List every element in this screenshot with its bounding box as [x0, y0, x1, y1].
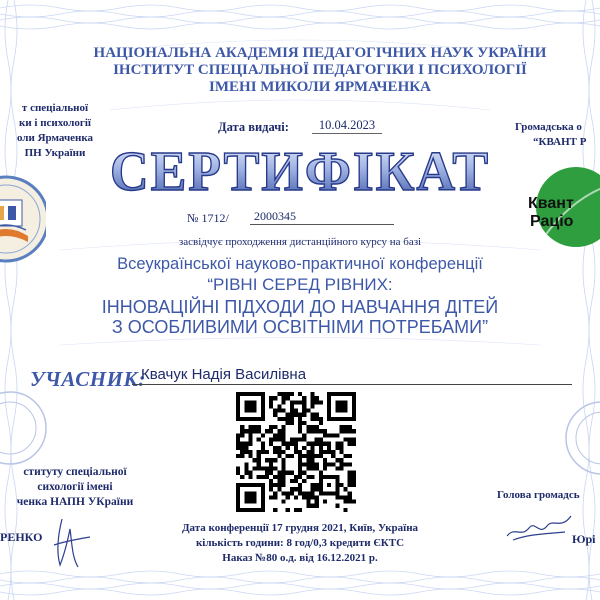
participant-label: УЧАСНИК:	[30, 367, 146, 391]
left-handwritten-signature	[48, 515, 94, 573]
certificate-number-value: 2000345	[250, 209, 394, 225]
right-organization-name	[515, 120, 600, 150]
right-signatory-position: Голова громадсь	[497, 489, 580, 501]
qr-code[interactable]	[236, 392, 356, 512]
left-org-line: ки і психології	[18, 117, 91, 129]
right-org-line-2: “КВАНТ Р	[533, 136, 587, 148]
testify-text: засвідчує проходження дистанційного курсу на базі	[178, 236, 422, 248]
right-handwritten-signature	[505, 508, 575, 544]
participant-underline	[132, 384, 572, 385]
institution-line-2: ІНСТИТУТ СПЕЦІАЛЬНОЇ ПЕДАГОГІКИ І ПСИХОЛОГІЇ	[113, 62, 527, 78]
certificate-title-text: СЕРТИФІКАТ	[110, 141, 490, 198]
right-signatory-name: Юрі	[572, 532, 596, 546]
left-sig-org-line: ченка НАПН УКраїни	[16, 496, 134, 508]
left-organization-name	[0, 101, 110, 161]
footer-conference-date: Дата конференції 17 грудня 2021, Київ, Україна	[181, 522, 419, 534]
left-sig-org-line: сихології імені	[37, 481, 113, 493]
conference-line-3: ІННОВАЦІЙНІ ПІДХОДИ ДО НАВЧАННЯ ДІТЕЙ	[101, 297, 499, 317]
left-signatory-position	[0, 465, 150, 510]
institute-logo	[0, 172, 46, 266]
left-sig-org-line: ституту спеціальної	[23, 466, 127, 478]
issue-date-label: Дата видачі:	[218, 120, 289, 134]
left-org-line: оли Ярмаченка	[16, 132, 94, 144]
left-org-line: ПН України	[24, 147, 86, 159]
right-org-line-1: Громадська о	[515, 121, 582, 133]
kvant-logo-word-1: Квант	[528, 195, 574, 212]
certificate-title	[100, 140, 500, 198]
footer-hours: кількість години: 8 год/0,3 кредити ЄКТС	[195, 537, 405, 549]
conference-line-1: Всеукраїнської науково-практичної конференції	[117, 255, 483, 273]
participant-name: Квачук Надія Василівна	[141, 366, 307, 383]
left-stamp	[0, 388, 50, 468]
conference-line-4: З ОСОБЛИВИМИ ОСВІТНІМИ ПОТРЕБАМИ”	[111, 317, 489, 337]
institution-line-1: НАЦІОНАЛЬНА АКАДЕМІЯ ПЕДАГОГІЧНИХ НАУК УКРАЇНИ	[93, 45, 547, 61]
kvant-ratio-logo	[528, 165, 600, 255]
conference-line-2: “РІВНІ СЕРЕД РІВНИХ:	[207, 275, 393, 294]
right-stamp	[562, 398, 600, 478]
certificate-number-label: № 1712/	[187, 211, 229, 225]
left-signatory-name: РЕНКО	[0, 530, 43, 544]
kvant-logo-word-2: Раціо	[530, 213, 574, 230]
institution-line-3: ІМЕНІ МИКОЛИ ЯРМАЧЕНКА	[209, 79, 431, 95]
left-org-line: т спеціальної	[21, 102, 89, 114]
footer-order: Наказ №80 о.д. від 16.12.2021 р.	[222, 552, 378, 564]
issue-date-value: 10.04.2023	[312, 118, 382, 134]
